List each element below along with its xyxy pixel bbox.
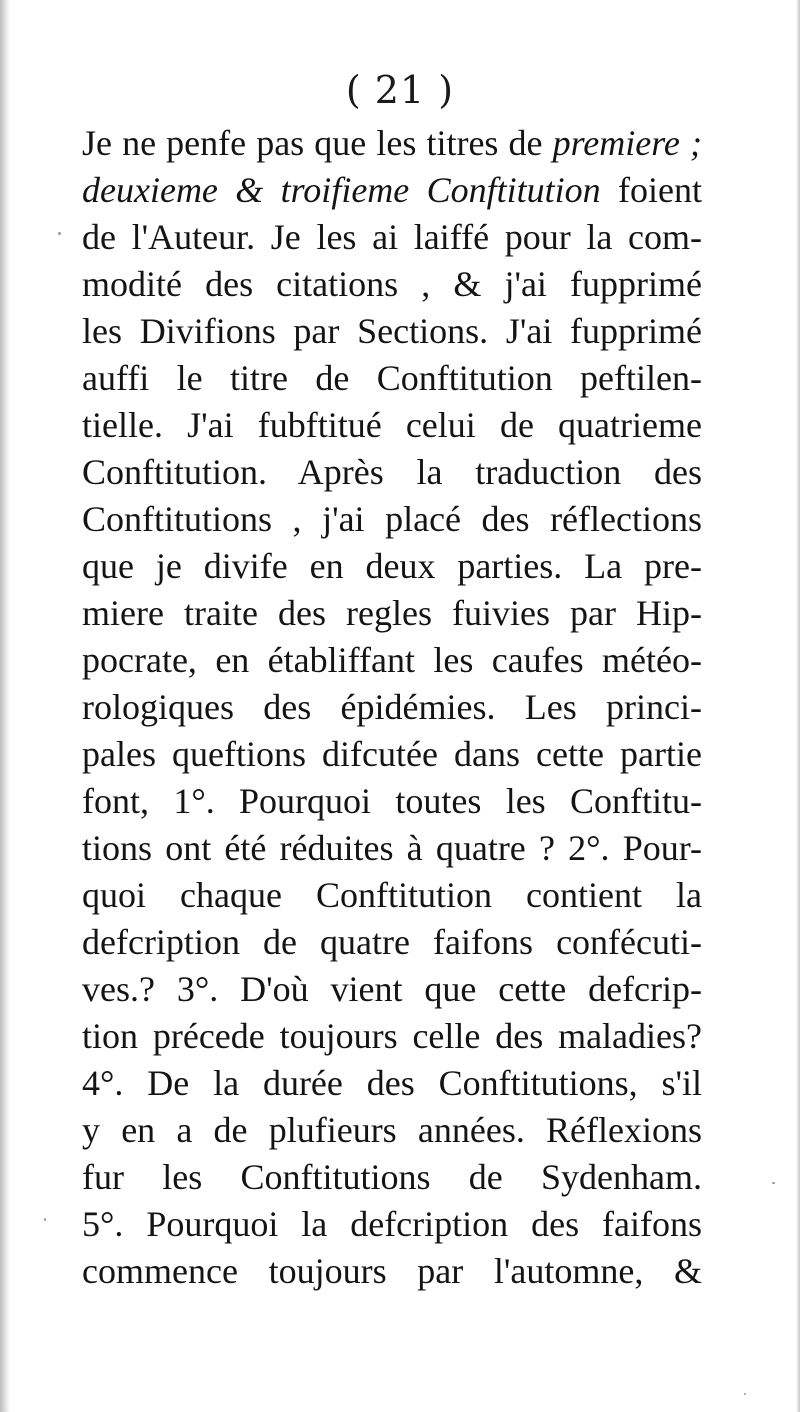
text-line	[82, 402, 702, 449]
text-line	[82, 214, 702, 261]
text-line	[82, 449, 702, 496]
text-line	[82, 167, 702, 214]
text-segment: pales queftions difcutée dans cette partie	[82, 734, 702, 774]
text-segment: miere traite des regles fuivies par Hip-	[82, 593, 702, 633]
text-line	[82, 1201, 702, 1248]
text-line	[82, 590, 702, 637]
text-segment: modité des citations , & j'ai fupprimé	[82, 264, 702, 304]
text-segment: pocrate, en établiffant les caufes météo-	[82, 640, 702, 680]
text-segment: fur les Conftitutions de Sydenham.	[82, 1157, 702, 1197]
text-segment: de l'Auteur. Je les ai laiffé pour la com-	[82, 217, 702, 257]
text-line	[82, 1060, 702, 1107]
page-shadow-left	[0, 0, 10, 1412]
text-segment: les Divifions par Sections. J'ai fupprimé	[82, 311, 702, 351]
text-line	[82, 919, 702, 966]
text-line	[82, 825, 702, 872]
text-segment: tions ont été réduites à quatre ? 2°. Pour-	[82, 828, 702, 868]
text-line	[82, 872, 702, 919]
paper-speck	[744, 1393, 746, 1395]
text-segment: Conftitutions , j'ai placé des réflections	[82, 499, 702, 539]
text-line	[82, 261, 702, 308]
text-segment: ves.? 3°. D'où vient que cette defcrip-	[82, 969, 702, 1009]
text-line	[82, 496, 702, 543]
text-line	[82, 731, 702, 778]
text-segment: 4°. De la durée des Conftitutions, s'il	[82, 1063, 702, 1103]
paper-speck	[44, 1218, 46, 1221]
text-line	[82, 1013, 702, 1060]
text-line	[82, 684, 702, 731]
text-segment: rologiques des épidémies. Les princi-	[82, 687, 702, 727]
text-line	[82, 120, 702, 167]
text-segment: auffi le titre de Conftitution peftilen-	[82, 358, 702, 398]
text-line	[82, 1248, 702, 1295]
text-line	[82, 1107, 702, 1154]
page-number: ( 21 )	[345, 68, 455, 112]
italic-text: deuxieme & troifieme Conftitution	[82, 170, 601, 210]
body-text	[82, 120, 702, 1295]
text-line	[82, 355, 702, 402]
text-segment: commence toujours par l'automne, &	[82, 1251, 702, 1291]
text-line	[82, 543, 702, 590]
text-segment: Je ne penfe pas que les titres de	[82, 123, 553, 163]
text-line	[82, 637, 702, 684]
text-line	[82, 308, 702, 355]
text-segment: 5°. Pourquoi la defcription des faifons	[82, 1204, 702, 1244]
text-line	[82, 966, 702, 1013]
text-segment: quoi chaque Conftitution contient la	[82, 875, 702, 915]
text-segment: tion précede toujours celle des maladies?	[82, 1016, 702, 1056]
text-segment: foient	[600, 170, 702, 210]
text-line	[82, 1154, 702, 1201]
text-segment: y en a de plufieurs années. Réflexions	[82, 1110, 702, 1150]
text-segment: defcription de quatre faifons confécuti-	[82, 922, 702, 962]
text-segment: font, 1°. Pourquoi toutes les Conftitu-	[82, 781, 702, 821]
paper-speck	[58, 232, 61, 235]
text-segment: que je divife en deux parties. La pre-	[82, 546, 702, 586]
italic-text: premiere ;	[552, 123, 702, 163]
text-line	[82, 778, 702, 825]
text-segment: Conftitution. Après la traduction des	[82, 452, 702, 492]
paper-speck	[772, 1182, 775, 1184]
text-segment: tielle. J'ai fubftitué celui de quatrieme	[82, 405, 702, 445]
page-shadow-right	[796, 0, 800, 1412]
